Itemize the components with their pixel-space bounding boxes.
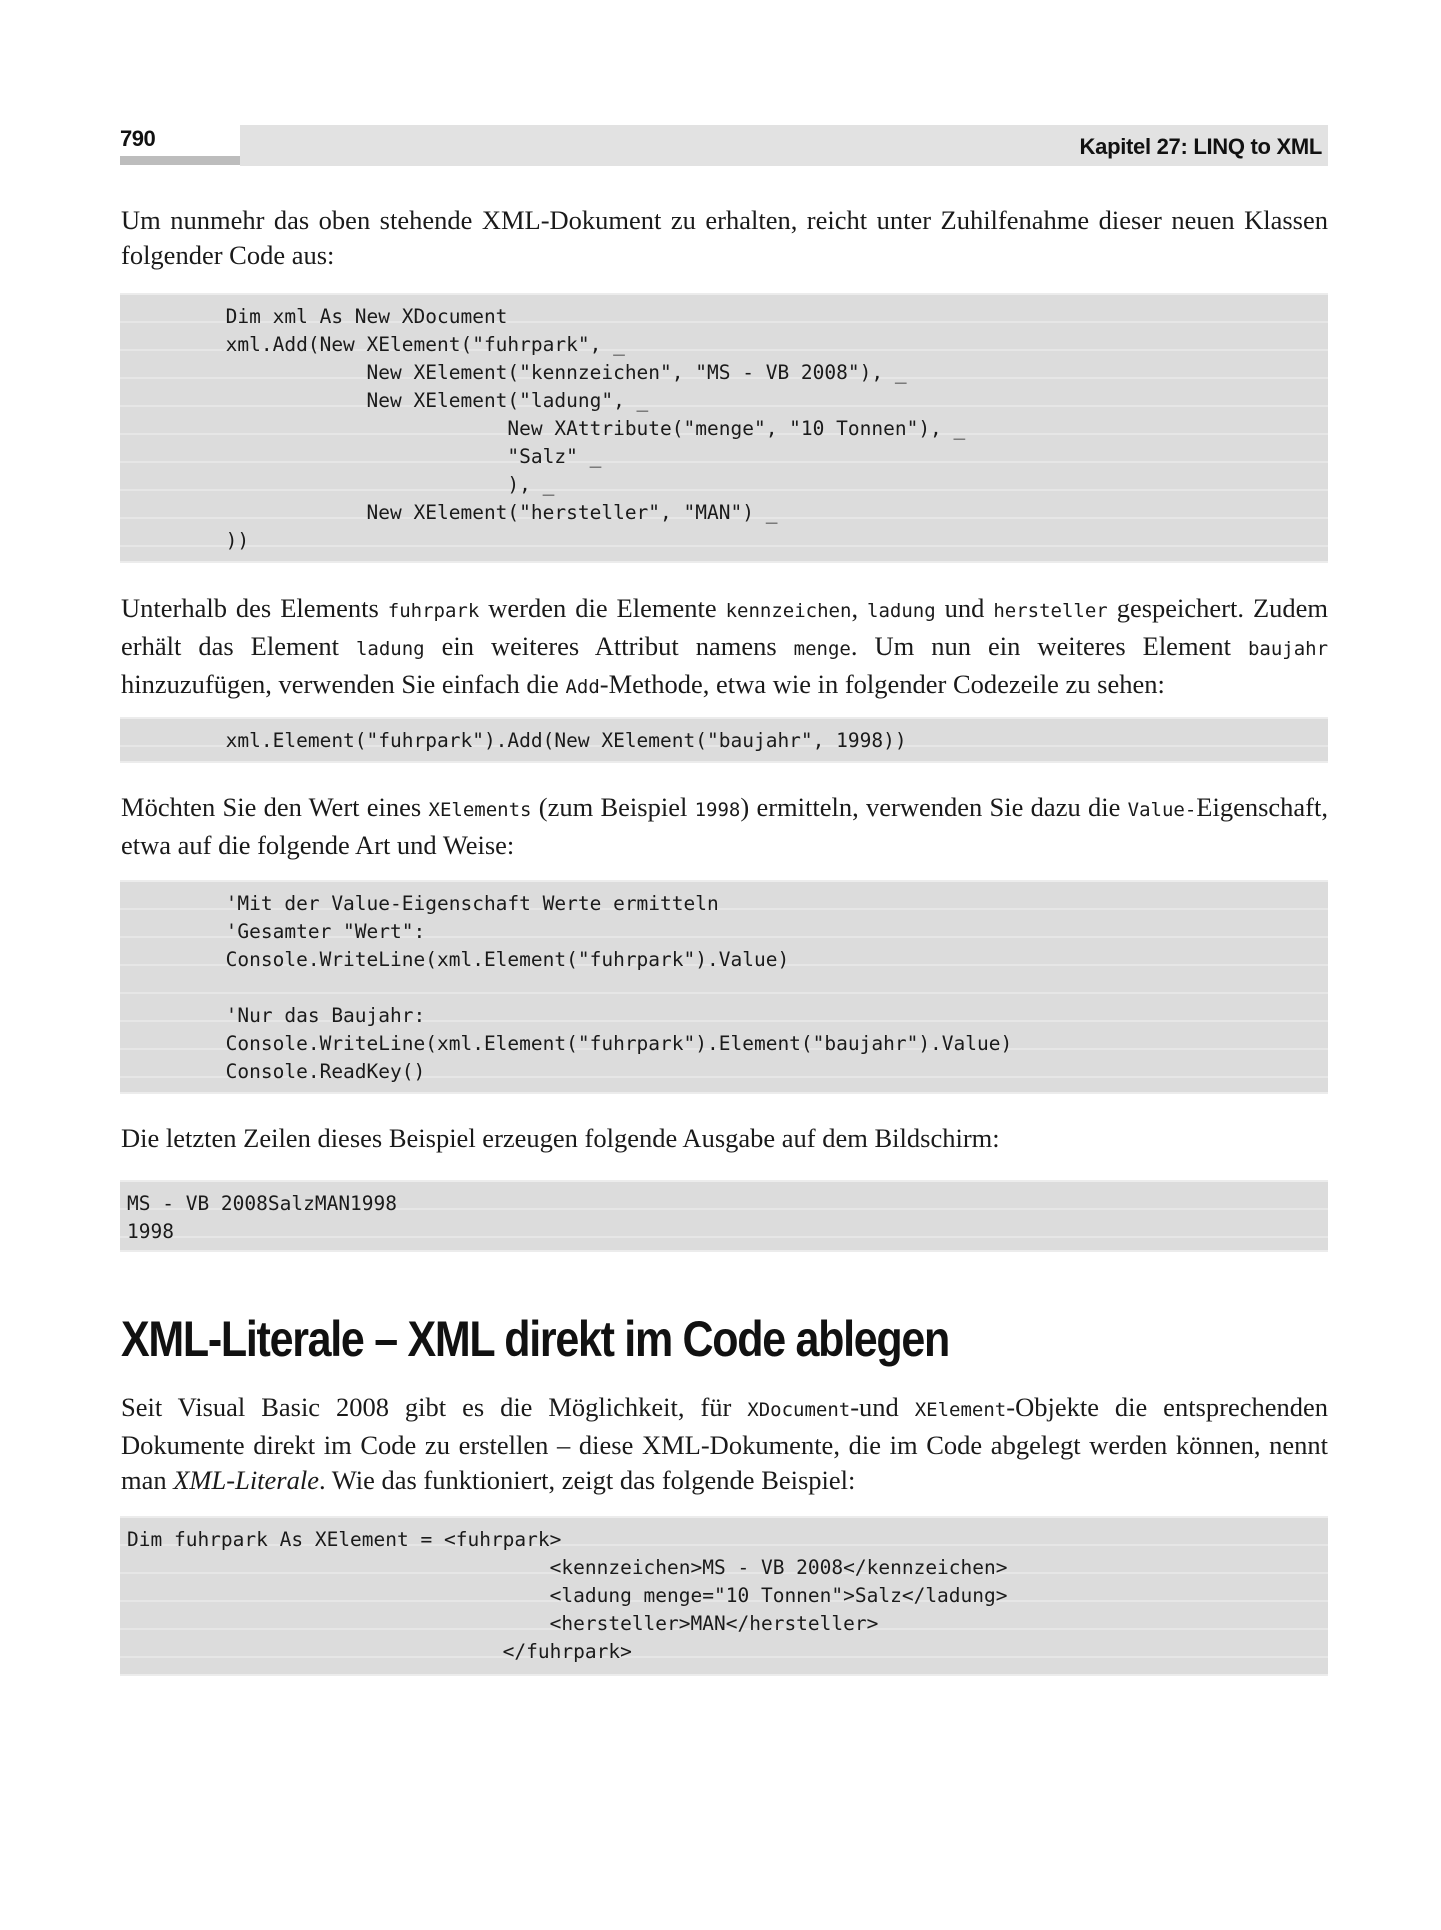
emphasis-term: XML-Literale	[173, 1465, 319, 1495]
inline-code: Value-	[1127, 799, 1197, 821]
running-header	[240, 125, 1328, 166]
inline-code: XDocument	[747, 1399, 851, 1421]
body-paragraph-xml-literals: Seit Visual Basic 2008 gibt es die Möglichkeit, für XDocument-und XElement-Objekte die entsprechenden Dokumente direkt im Code zu erstellen – diese XML-Dokumente, die im Code abgelegt werden können, nennt man XML-Literale. Wie das funktioniert, zeigt das folgende Beispiel:	[121, 1392, 1328, 1495]
console-output: MS - VB 2008SalzMAN1998 1998	[127, 1192, 398, 1243]
code-block-add-baujahr	[120, 717, 1328, 763]
body-paragraph-elements: Unterhalb des Elements fuhrpark werden die Elemente kennzeichen, ladung und hersteller gespeichert. Zudem erhält das Element ladung ein weiteres Attribut namens menge. Um nun ein weiteres Element baujahr hinzuzufügen, verwenden Sie einfach die Add-Methode, etwa wie in folgender Codezeile zu sehen:	[121, 593, 1329, 699]
page-number-rule	[120, 156, 240, 165]
console-output-block	[120, 1180, 1328, 1252]
code-listing: xml.Element("fuhrpark").Add(New XElement("baujahr", 1998))	[120, 729, 907, 752]
section-heading: XML-Literale – XML direkt im Code ablegen	[121, 1311, 950, 1367]
inline-code: baujahr	[1247, 638, 1329, 660]
inline-code: hersteller	[993, 600, 1108, 622]
code-listing: Dim fuhrpark As XElement = <fuhrpark> <kennzeichen>MS - VB 2008</kennzeichen> <ladung menge="10 Tonnen">Salz</ladung> <hersteller>MAN</hersteller> </fuhrpark>	[127, 1528, 1008, 1663]
code-block-xml-literal	[120, 1516, 1328, 1676]
inline-code: ladung	[355, 638, 425, 660]
code-listing: 'Mit der Value-Eigenschaft Werte ermitteln 'Gesamter "Wert": Console.WriteLine(xml.Element("fuhrpark").Value) 'Nur das Baujahr: Console.WriteLine(xml.Element("fuhrpark").Element("baujahr").Value) Console.ReadKey()	[225, 892, 1013, 1083]
code-listing: Dim xml As New XDocument xml.Add(New XElement("fuhrpark", _ New XElement("kennzeichen", "MS - VB 2008"), _ New XElement("ladung", _ New XAttribute("menge", "10 Tonnen"), _ "Salz" _ ), _ New XElement("hersteller", "MAN") _ ))	[225, 305, 966, 552]
code-block-xdocument	[120, 293, 1328, 563]
inline-code: ladung	[867, 600, 936, 622]
page-number: 790	[120, 126, 156, 151]
inline-code: fuhrpark	[387, 600, 480, 622]
inline-code: 1998	[694, 799, 741, 821]
inline-code: XElement	[914, 1399, 1007, 1421]
code-block-value-property	[120, 880, 1328, 1094]
inline-code: kennzeichen	[725, 600, 852, 622]
body-paragraph-value: Möchten Sie den Wert eines XElements (zum Beispiel 1998) ermitteln, verwenden Sie dazu die Value-Eigenschaft, etwa auf die folgende Art und Weise:	[121, 792, 1328, 860]
chapter-title: Kapitel 27: LINQ to XML	[1079, 134, 1322, 159]
body-paragraph-intro: Um nunmehr das oben stehende XML-Dokument zu erhalten, reicht unter Zuhilfenahme dieser neuen Klassen folgender Code aus:	[121, 205, 1328, 270]
inline-code: menge	[793, 638, 851, 660]
inline-code: Add	[565, 676, 600, 698]
body-paragraph-output: Die letzten Zeilen dieses Beispiel erzeugen folgende Ausgabe auf dem Bildschirm:	[121, 1123, 1000, 1153]
inline-code: XElements	[428, 799, 532, 821]
